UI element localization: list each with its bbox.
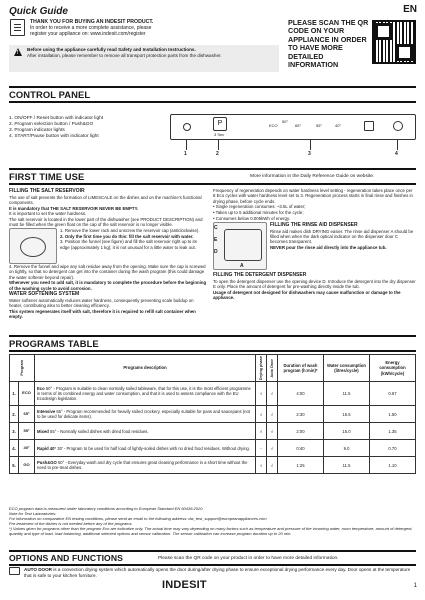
program-description-text: 65° - Program recommended for heavily soiled crockery, especially suitable for pans and saucepans (not to be used for delicate items). [37,408,250,420]
warning-line-1: Before using the appliance carefully read Safety and Installation Instructions. [27,47,196,52]
thanks-text [30,19,270,38]
auto-door-description: is a convection drying system which automatically opens the door during/after drying phase to ensure exceptional drying performance every day. Door opens at the temperature that is safe to your kitchen furniture. [24,567,411,578]
program-name: Mixed [37,428,49,434]
programs-table [9,354,416,474]
program-icon: 55° [19,423,35,440]
callout-line [218,140,219,150]
program-button[interactable]: P [213,117,227,131]
first-use-right-column [213,188,416,301]
note-line: *) Values given for programs other than the program Eco are indicative only. The actual time may vary depending on many factors such as temperature and pressure of the incoming water, room temperature, amount of detergent, quantity and type of load, load balancing, additional selected options and sensor calibration. The sensor calibration can increase program duration up to 20 min. [9,525,413,536]
section-title-options: OPTIONS AND FUNCTIONS [9,553,123,563]
label-a: A [240,262,244,269]
document-icon [10,19,25,36]
note-line: Pre-treatment of the dishes is not needed before any of the programs. [9,520,133,526]
program-icon: GO [19,457,35,474]
list-item: 2. Program selection button / Push&GO [9,121,94,127]
power-button[interactable] [183,123,191,131]
col-program: Program [19,360,24,376]
drying-mark: - [256,440,267,457]
program-description-text: 30' - Program to be used for half load of lightly-soiled dishes with no dried food residues. Without drying. [56,445,250,451]
duration-cell: 1:25 [278,457,324,474]
regeneration-bullet-3: • Consumes below 0.005kWh of energy. [213,215,291,221]
program-name: Intensive [37,408,56,414]
salt-bullet-2: It is important to set the water hardness. [9,211,87,217]
water-cell: 11.5 [324,457,370,474]
callout-1: 1 [184,151,187,157]
col-water: Water consumption (litres/cycle) [324,355,370,382]
softener-heading: WATER SOFTENING SYSTEM [9,291,80,298]
duration-cell: 2:30 [278,406,324,423]
list-item: 1. ON/OFF / Reset button with indicator light [9,116,104,121]
table-row [10,440,416,457]
water-cell: 11.5 [324,382,370,406]
program-description-text: 55° - Normally soiled dishes with dried food residues. [48,428,149,434]
callout-line [186,140,187,150]
drying-mark: √ [256,423,267,440]
program-name: Push&GO [37,459,57,465]
page-title: Quick Guide [9,6,68,17]
auto-door-mark: √ [267,382,278,406]
thanks-line-3: register your appliance on: www.indesit.com/register [30,31,146,38]
language-code: EN [403,4,417,15]
salt-step-3: 3. Position the funnel (see figure) and fill the salt reservoir right up to its edge (approximately 1 kg); it is not unusual for a little water to leak out. [60,239,197,250]
program-number: 4. [10,440,19,457]
label-c: C [214,224,218,231]
section-title-first-use: FIRST TIME USE [9,171,85,182]
programs-notes [9,507,416,537]
rinse-indicator-icon [364,121,374,131]
qr-code-icon [372,20,416,64]
divider [9,86,416,88]
program-number: 5. [10,457,19,474]
rinse-note: NEVER pour the rinse aid directly into the appliance tub. [270,244,387,250]
note-line: Note for Test Laboratories: [9,510,57,516]
table-row [10,406,416,423]
brand-logo: INDESIT [162,579,207,591]
program-number: 3. [10,423,19,440]
daily-reference-link[interactable]: More information in the Daily Reference Guide on website. [250,174,375,179]
detergent-heading: FILLING THE DETERGENT DISPENSER [213,271,307,278]
options-qr-note: Please scan the QR code on your product in order to have more detailed information. [158,556,339,561]
program-number: 2. [10,406,19,423]
col-details: Programs description [35,355,256,382]
prog-eco-label: ECO [269,123,278,128]
programs-table-wrap [9,354,416,474]
col-duration: Duration of wash program (h:min)* [278,355,324,382]
warning-line-2: After installation, please remember to remove all transport protection parts from the dishwasher. [27,52,222,58]
label-d: D [214,248,218,255]
salt-reservoir-icon [20,237,46,257]
auto-door-mark: √ [267,457,278,474]
energy-cell: 1.35 [370,423,416,440]
salt-step-1: 1. Remove the lower rack and unscrew the reservoir cap (anticlockwise). [60,228,200,234]
table-row [10,423,416,440]
salt-heading: FILLING THE SALT RESERVOIR [9,188,85,194]
energy-cell: 1.10 [370,457,416,474]
energy-cell: 1.50 [370,406,416,423]
water-cell: 15.5 [324,406,370,423]
salt-step-4: 4. Remove the funnel and wipe any salt residue away from the opening. Make sure the cap is screwed on tightly, so that no detergent can get into the container during the wash program (this could damage the water softener beyond repair). [9,264,206,280]
label-e: E [214,236,218,243]
callout-2: 2 [216,151,219,157]
program-description [35,423,256,440]
note-line: For information on comparative EN testing conditions, please send an email to the following address: dw_test_support@europeanappliances.com [9,515,267,521]
salt-step-2: 2. Only the first time you do this: fill the salt reservoir with water. [60,233,194,239]
start-pause-button[interactable] [393,121,403,131]
program-description-text: 50° - Everyday wash and dry cycle that ensures great cleaning performance in a short time without the need to pre-treat dishes. [37,459,248,471]
program-description [35,406,256,423]
divider [9,101,416,103]
program-name: Rapid 40° [37,445,57,451]
control-panel-list [9,116,103,140]
prog-55-label: 55° [316,123,323,128]
auto-door-mark: √ [267,440,278,457]
regeneration-text: Frequency of regeneration depends on water hardness level setting - regeneration takes place once per 8 Eco cycles with water hardness level set to 3. Regeneration process starts in final rinse and finishes in drying phase, before cycle ends. [213,188,413,204]
section-title-programs: PROGRAMS TABLE [9,338,99,349]
control-panel-diagram [170,114,416,140]
dispenser-icon [224,229,262,261]
program-description [35,382,256,406]
callout-4: 4 [395,151,398,157]
divider [9,564,416,566]
table-row [10,457,416,474]
regeneration-bullet-1: • Single regeneration consumes: ~3.5L of water; [213,204,306,210]
duration-cell: 4:00 [278,382,324,406]
program-description [35,440,256,457]
divider [9,550,416,552]
list-item: 4. START/Pause button with indicator light [9,133,99,139]
drying-mark: √ [256,457,267,474]
program-number: 1. [10,382,19,406]
drying-mark: √ [256,382,267,406]
salt-mandatory-note: Whenever you need to add salt, it is mandatory to complete the procedure before the beginning of the washing cycle to avoid corrosion. [9,280,207,291]
program-icon: ECO [19,382,35,406]
detergent-text: To open the detergent dispenser use the opening device D. Introduce the detergent into the dry dispenser E only. Place the amount of detergent for pre-washing directly inside the tub. [213,278,416,289]
callout-line [397,140,398,150]
auto-door-mark: √ [267,406,278,423]
program-name: Eco [37,385,45,391]
callout-3: 3 [308,151,311,157]
auto-door-mark: √ [267,423,278,440]
note-line: ECO program data is measured under laboratory conditions according to European Standard EN 60436:2020. [9,506,204,511]
prog-50-label: 50° [282,119,289,124]
auto-door-name: AUTO DOOR [24,567,52,572]
regeneration-bullet-2: • Takes up to 5 additional minutes for the cycle; [213,209,304,215]
dispenser-image [213,222,267,270]
duration-cell: 2:00 [278,423,324,440]
salt-location: The salt reservoir is located in the lower part of the dishwasher (see PRODUCT DESCRIPTION) and must be filled when the green float on the cap of the salt reservoir is no longer visible. [9,217,203,228]
divider [9,350,416,352]
softener-text: Water softener automatically reduces water hardness, consequently preventing scale buildup on heater, contributing also to better cleaning efficiency. [9,297,194,309]
rinse-heading: FILLING THE RINSE AID DISPENSER [270,221,358,228]
scan-qr-text: PLEASE SCAN THE QR CODE ON YOUR APPLIANCE IN ORDER TO HAVE MORE DETAILED INFORMATION [288,18,369,70]
hold-time-label: 3 Sec [214,132,225,137]
auto-door-icon [9,567,20,575]
col-energy: Energy consumption (kWh/cycle) [370,355,416,382]
salt-bullet-1: It is mandatory that THE SALT RESERVOIR NEVER BE EMPTY. [9,205,139,211]
thanks-title: THANK YOU FOR BUYING AN INDESIT PRODUCT. [30,19,154,25]
warning-icon [14,48,22,56]
divider [9,335,416,337]
softener-note: This system regenerates itself with salt, therefore it is required to refill salt container when empty. [9,308,196,320]
section-title-control-panel: CONTROL PANEL [9,89,91,100]
prog-65-label: 65° [295,123,302,128]
rinse-text: Rinse aid makes dish DRYING easier. The rinse aid dispenser A should be filled when when the dark optical indicator on the dispenser door C becomes transparent. [270,228,414,245]
salt-funnel-image [9,228,57,264]
drying-mark: √ [256,406,267,423]
auto-door-text [24,567,416,578]
water-cell: 15.0 [324,423,370,440]
divider [9,183,416,185]
program-icon: 40° [19,440,35,457]
col-autodoor: Auto Door [269,358,274,378]
salt-intro: The use of salt prevents the formation of LIMESCALE on the dishes and on the machine's functional components. [9,194,202,205]
list-item: 3. Program indicator lights [9,127,65,133]
duration-cell: 0:40 [278,440,324,457]
first-use-left-column [9,188,207,320]
program-description-text: 50° - Program is suitable to clean normally soiled tableware, that for this use, it is the most efficient programme in terms of its combined energy and water consumption, and that it is used to assess compliance with the EU Ecodesign legislation. [37,385,251,402]
divider [9,168,416,170]
detergent-note: Usage of detergent not designed for dishwashers may cause malfunction or damage to the appliance. [213,289,401,300]
safety-warning-box [9,45,279,72]
water-cell: 9.0 [324,440,370,457]
energy-cell: 0.67 [370,382,416,406]
thanks-line-2: In order to receive a more complete assistance, please [30,25,152,32]
program-icon: 65° [19,406,35,423]
page-number: 1 [413,583,417,589]
energy-cell: 0.70 [370,440,416,457]
table-row [10,382,416,406]
callout-line [310,140,311,150]
program-description [35,457,256,474]
prog-40-label: 40° [335,123,342,128]
col-drying: Drying phase [258,356,263,381]
